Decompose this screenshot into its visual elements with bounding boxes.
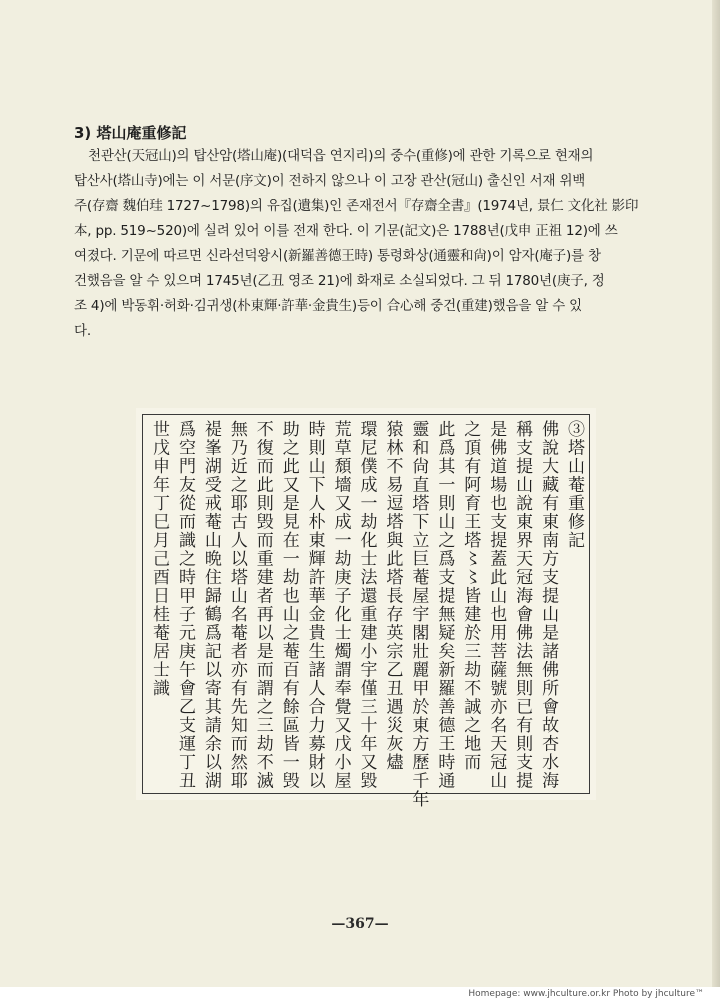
body-line: 주(存齋 魏伯珪 1727~1798)의 유집(遺集)인 존재전서『存齋全書』(1974년, 景仁 文化社 影印 [74, 198, 639, 214]
body-line: 조 4)에 박동휘·허화·김귀생(朴東輝·許華·金貴生)등이 合心해 중건(重建)했음을 알 수 있 [74, 298, 582, 314]
inscription-column: 爲空門友從而識之時甲子元庚午會乙支運丁丑 [174, 420, 195, 790]
inscription-column: 靈和尙直塔下立巨菴屋宇閣壯麗甲於東方歷千年 [408, 420, 429, 809]
inscription-column: 環尼僕成一劫化士法還重建小宇僅三十年又毀 [356, 420, 377, 790]
scan-edge [712, 0, 720, 990]
body-line: 本, pp. 519~520)에 실려 있어 이를 전재 한다. 이 기문(記文)은 1788년(戊申 正祖 12)에 쓰 [74, 223, 618, 239]
body-paragraph [74, 144, 659, 344]
body-line: 다. [74, 323, 91, 339]
body-line: 건했음을 알 수 있으며 1745년(乙丑 영조 21)에 화재로 소실되었다. 그 뒤 1780년(庚子, 정 [74, 273, 605, 289]
inscription-column: 荒草頹墻又成一劫庚子化士燭謂奉覺又戊小屋 [330, 420, 351, 790]
body-line: 탑산사(塔山寺)에는 이 서문(序文)이 전하지 않으나 이 고장 관산(冠山) 출신인 서재 위백 [74, 173, 586, 189]
inscription-image [136, 408, 596, 809]
inscription-column: 佛說大藏有東南方支提山是諸佛所會故杏水海 [538, 420, 559, 790]
footer-bar [0, 987, 720, 1005]
body-line: 여졌다. 기문에 따르면 신라선덕왕시(新羅善德王時) 통령화상(通靈和尙)이 암자(庵子)를 창 [74, 248, 601, 264]
inscription-column: 猿林不易逗塔與此塔長存英宗乙丑遇災灰燼 [382, 420, 403, 772]
inscription-column: 禔峯湖受戒菴山晩住歸鶴爲記以寄其請余以湖 [200, 420, 221, 790]
inscription-column: 此爲其一則山之爲支提無疑矣新羅善德王時通 [434, 420, 455, 790]
page-number: —367— [331, 916, 389, 932]
inscription-column: 之頂有阿育王塔〻〻皆建於三劫不誠之地而 [460, 420, 481, 772]
inscription-columns [149, 420, 584, 809]
inscription-column: 世戊申年丁巳月己酉日桂菴居士識 [149, 420, 169, 698]
inscription-column: 稱支提山說東界天冠海會佛法無則已有則支提 [512, 420, 533, 790]
footer-credit: Homepage: www.jhculture.or.kr Photo by jhculture™ [468, 989, 704, 999]
inscription-column: 不復而此則毁而重建者再以是而謂之三劫不滅 [252, 420, 273, 790]
inscription-column: 助之此又是見在一劫也山之菴百有餘區皆一毁 [278, 420, 299, 790]
inscription-column: 無乃近之耶古人以塔山名菴者亦有先知而然耶 [226, 420, 247, 790]
inscription-column: 時則山下人朴東輝許華金貴生諸人合力募財以 [304, 420, 325, 790]
body-line: 천관산(天冠山)의 탑산암(塔山庵)(대덕읍 연지리)의 중수(重修)에 관한 기록으로 현재의 [88, 148, 594, 164]
inscription-column: ③塔山菴重修記 [564, 420, 584, 550]
section-heading: 3) 塔山庵重修記 [74, 124, 187, 142]
inscription-column: 是佛道場也支提蓋此山也用菩薩號亦名天冠山 [486, 420, 507, 790]
